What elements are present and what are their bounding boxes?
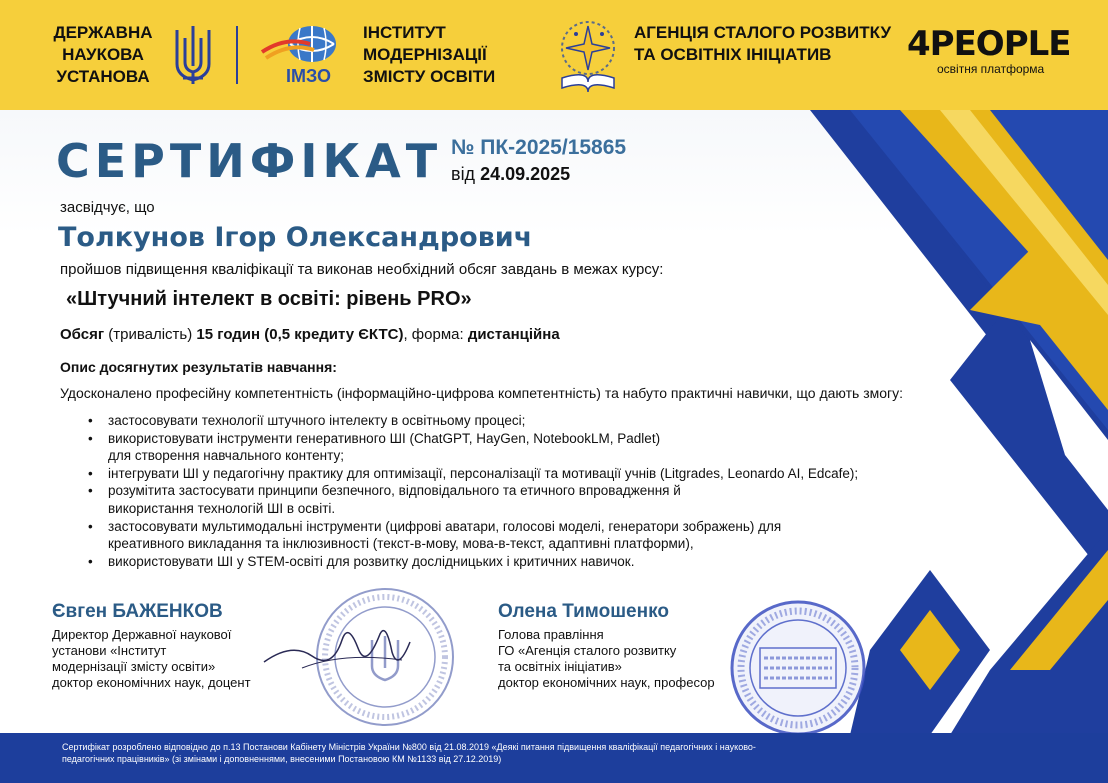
- header-banner: [0, 0, 1108, 110]
- agency-stamp-seal: [728, 598, 868, 738]
- result-item: • використовувати інструменти генеративного ШІ (ChatGPT, HayGen, NotebookLM, Padlet) для створення навчального контенту;: [88, 430, 1008, 465]
- platform-logo-text: 4PEOPLE: [907, 24, 1071, 64]
- results-title: Опис досягнутих результатів навчання:: [60, 359, 337, 375]
- signatory-right-name: Олена Тимошенко: [498, 601, 669, 622]
- volume-duration-word: (тривалість): [104, 326, 197, 343]
- imzo-logo-text: ІМЗО: [286, 66, 332, 86]
- platform-logo: [907, 24, 1087, 84]
- result-item: • застосовувати технології штучного інтелекту в освітньому процесі;: [88, 412, 1008, 430]
- volume-form: дистанційна: [467, 326, 560, 343]
- volume-hours: 15 годин (0,5 кредиту ЄКТС): [196, 326, 404, 343]
- course-title: «Штучний інтелект в освіті: рівень PRO»: [66, 288, 472, 310]
- platform-tagline: освітня платформа: [937, 62, 1045, 76]
- org-agency: АГЕНЦІЯ СТАЛОГО РОЗВИТКУ ТА ОСВІТНІХ ІНІЦІАТИВ: [634, 23, 892, 64]
- result-item: • розумітита застосувати принципи безпечного, відповідального та етичного впровадження й використання технологій ШІ в освіті.: [88, 482, 1008, 517]
- trident-icon: [171, 24, 215, 86]
- results-list: [88, 412, 1008, 570]
- result-item: • інтегрувати ШІ у педагогічну практику для оптимізації, персоналізації та мотивації учнів (Litgrades, Leonardo AI, Edcafe);: [88, 465, 1008, 483]
- date-prefix: від: [451, 164, 476, 184]
- header-divider: [236, 26, 238, 84]
- result-item: • застосовувати мультимодальні інструменти (цифрові аватари, голосові моделі, генератори зображень) для креативного викладання та інклюзивності (текст-в-мову, мова-в-текст, адаптивні платформи),: [88, 518, 1008, 553]
- org-state-institution: ДЕРЖАВНА НАУКОВА УСТАНОВА: [53, 23, 153, 86]
- results-intro: Удосконалено професійну компетентність (інформаційно-цифрова компетентність) та набуто практичні навички, що дають змогу:: [60, 385, 904, 401]
- signatory-left-role: Директор Державної наукової установи «Інститут модернізації змісту освіти» доктор економічних наук, доцент: [52, 627, 251, 690]
- signatory-left-name: Євген БАЖЕНКОВ: [52, 601, 223, 622]
- certificate-date-line: [451, 164, 570, 185]
- certificate-title: СЕРТИФІКАТ: [56, 134, 443, 188]
- recipient-name: Толкунов Ігор Олександрович: [58, 222, 533, 253]
- agency-star-book-logo: [552, 12, 624, 96]
- org-imzo: ІНСТИТУТ МОДЕРНІЗАЦІЇ ЗМІСТУ ОСВІТИ: [363, 23, 496, 86]
- volume-line: [60, 326, 560, 343]
- signatory-right-role: Голова правління ГО «Агенція сталого розвитку та освітніх ініціатив» доктор економічних наук, професор: [498, 627, 715, 690]
- footer-bar: [0, 733, 1108, 783]
- certificate-number: № ПК-2025/15865: [451, 136, 627, 159]
- volume-label: Обсяг: [60, 326, 105, 343]
- footer-legal-text: Сертифікат розроблено відповідно до п.13 Постанови Кабінету Міністрів України №800 від 21.08.2019 «Деякі питання підвищення кваліфікації педагогічних і науково-педагогічних працівників» (зі змінами і доповненнями, внесеними Постановою КМ №1133 від 27.12.2019): [62, 742, 756, 764]
- result-item: • використовувати ШІ у STEM-освіті для розвитку дослідницьких і критичних навичок.: [88, 553, 1008, 571]
- imzo-globe-logo: [256, 22, 352, 88]
- volume-form-word: , форма:: [403, 326, 468, 343]
- certifies-text: засвідчує, що: [60, 199, 155, 216]
- passed-text: пройшов підвищення кваліфікації та виконав необхідний обсяг завдань в межах курсу:: [60, 261, 664, 278]
- certificate-date: 24.09.2025: [480, 164, 571, 184]
